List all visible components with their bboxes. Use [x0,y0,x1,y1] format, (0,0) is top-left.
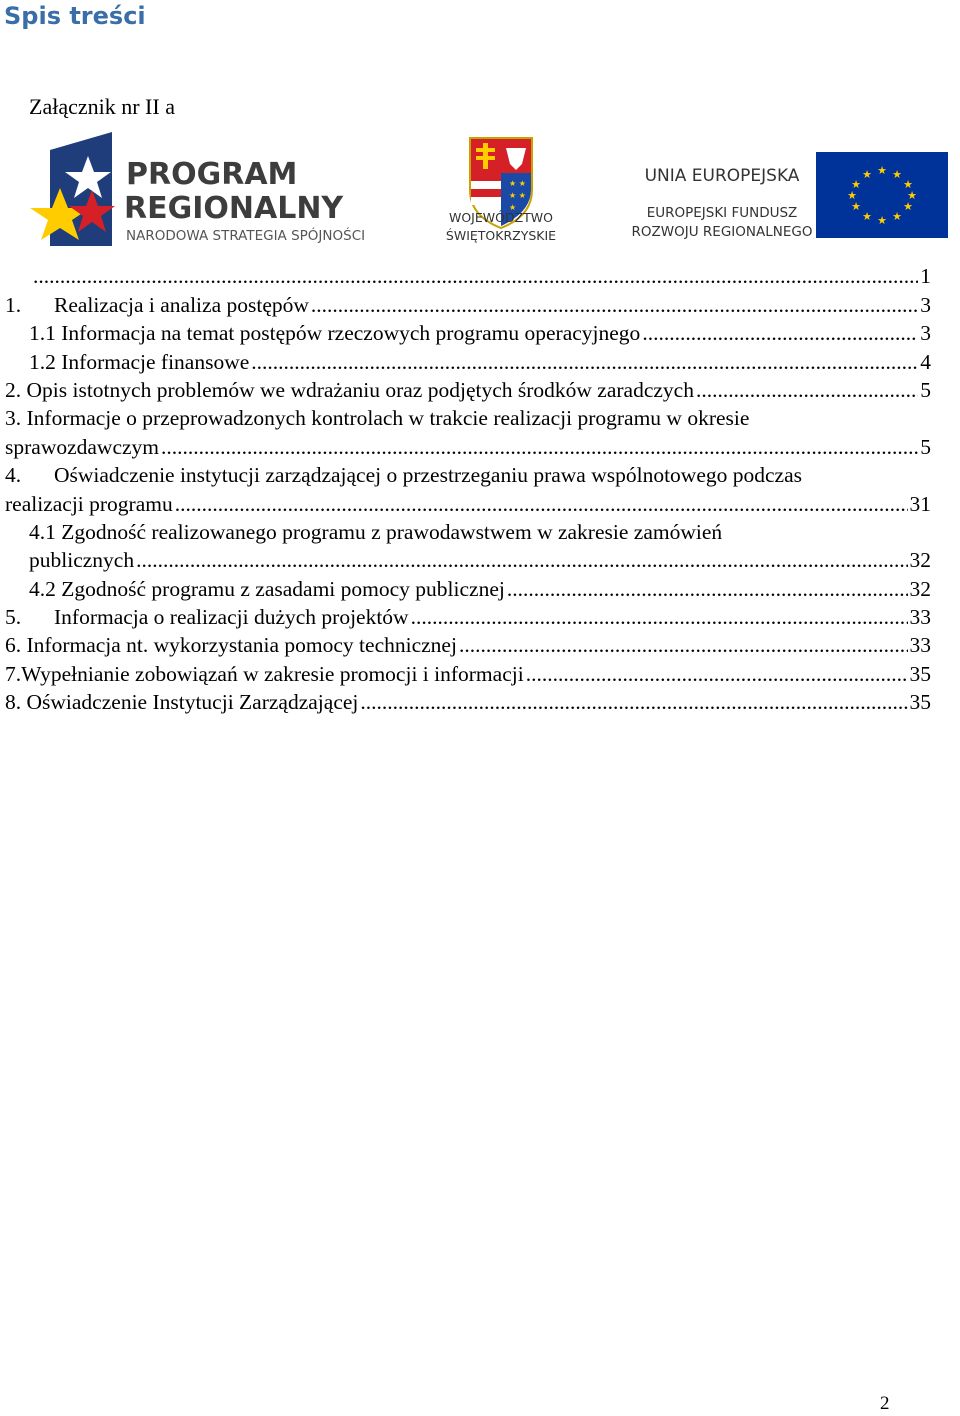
toc-title: Oświadczenie instytucji zarządzającej o przestrzeganiu prawa wspólnotowego podczas [54,462,802,487]
svg-text:★ ★: ★ ★ [509,191,526,200]
toc-number: 6. [5,633,22,658]
ue-line3: ROZWOJU REGIONALNEGO [631,224,813,240]
toc-page: 33 [909,605,931,630]
toc-page: 5 [920,434,931,459]
toc-entry[interactable] [5,631,931,659]
eu-flag-icon [816,152,948,238]
toc-page: 5 [920,377,931,402]
svg-text:★: ★ [862,168,872,181]
toc-title: Informacja o realizacji dużych projektów [54,605,409,630]
toc-leader [311,291,918,319]
toc-title: Informacja nt. wykorzystania pomocy technicznej [26,633,457,658]
svg-text:★: ★ [851,178,861,191]
toc-number: 1.1 [29,321,56,346]
toc-page: 35 [909,690,931,715]
toc-number: 2. [5,377,22,402]
toc-leader [411,603,908,631]
toc-title: Informacja na temat postępów rzeczowych programu operacyjnego [61,321,641,346]
svg-text:★: ★ [892,210,902,223]
toc-number: 1.2 [29,349,56,374]
toc-entry[interactable] [5,574,931,602]
svg-text:★: ★ [862,210,872,223]
woj-line1: WOJEWÓDZTWO [448,210,554,225]
logo-strip [30,128,950,260]
toc-page: 35 [909,661,931,686]
toc-leader [136,546,907,574]
toc-title-cont: sprawozdawczym [5,434,160,459]
annex-label: Załącznik nr II a [29,94,175,119]
toc-title: Informacje o przeprowadzonych kontrolach w trakcie realizacji programu w okresie [26,405,750,430]
toc-number: 3. [5,405,22,430]
page-number: 2 [880,1393,890,1414]
toc-entry[interactable] [5,376,931,404]
toc-number: 1. [5,292,22,317]
toc-number: 4. [5,462,22,487]
toc-leader [459,631,908,659]
toc-leader [642,319,918,347]
toc-page: 1 [920,264,931,289]
page-title: Spis treści [4,2,146,30]
svg-text:★: ★ [851,200,861,213]
toc-title: Informacje finansowe [61,349,250,374]
toc-entry[interactable] [5,262,931,290]
toc-entry[interactable] [5,518,931,575]
svg-text:★: ★ [877,214,887,227]
toc-title-cont: realizacji programu [5,491,173,516]
toc-entry[interactable] [5,659,931,687]
woj-coat-of-arms [446,138,556,243]
toc-entry[interactable] [5,319,931,347]
toc-title: Opis istotnych problemów we wdrażaniu oraz podjętych środków zaradczych [26,377,694,402]
toc-title: Oświadczenie Instytucji Zarządzającej [26,690,359,715]
svg-text:★: ★ [509,203,517,212]
toc-number: 5. [5,605,22,630]
toc-leader [33,262,918,290]
toc-page: 32 [909,576,931,601]
table-of-contents [5,262,931,716]
toc-leader [526,660,908,688]
program-line3: NARODOWA STRATEGIA SPÓJNOŚCI [126,228,366,244]
toc-title: Zgodność realizowanego programu z prawodawstwem w zakresie zamówień [61,519,723,544]
toc-title: Wypełnianie zobowiązań w zakresie promocji i informacji [21,661,524,686]
toc-entry[interactable] [5,290,931,318]
svg-text:★ ★: ★ ★ [509,179,526,188]
toc-entry[interactable] [5,347,931,375]
woj-line2: ŚWIĘTOKRZYSKIE [445,228,557,243]
toc-number: 4.1 [29,519,56,544]
svg-text:★: ★ [903,178,913,191]
toc-leader [360,688,907,716]
toc-entry[interactable] [5,461,931,518]
toc-leader [696,376,918,404]
toc-number: 4.2 [29,576,56,601]
toc-number: 8. [5,690,22,715]
toc-page: 3 [920,292,931,317]
svg-text:★: ★ [892,168,902,181]
ue-line1: UNIA EUROPEJSKA [644,166,800,186]
toc-leader [175,490,908,518]
toc-leader [251,348,918,376]
toc-leader [507,575,908,603]
program-line1: PROGRAM [126,157,298,192]
svg-text:★: ★ [907,189,917,202]
program-line2: REGIONALNY [124,191,344,226]
svg-text:★: ★ [877,164,887,177]
svg-text:★: ★ [903,200,913,213]
ue-text [632,166,813,240]
toc-entry[interactable] [5,404,931,461]
ue-line2: EUROPEJSKI FUNDUSZ [646,205,798,221]
toc-leader [161,433,918,461]
toc-page: 32 [909,548,931,573]
toc-entry[interactable] [5,603,931,631]
toc-page: 3 [920,321,931,346]
toc-title: Realizacja i analiza postępów [54,292,309,317]
svg-text:★: ★ [847,189,857,202]
toc-number: 7. [5,661,22,686]
toc-entry[interactable] [5,688,931,716]
toc-page: 4 [920,349,931,374]
toc-title-cont: publicznych [29,548,135,573]
toc-page: 31 [909,491,931,516]
program-regionalny-logo [30,132,365,246]
toc-title: Zgodność programu z zasadami pomocy publicznej [61,576,505,601]
toc-page: 33 [909,633,931,658]
